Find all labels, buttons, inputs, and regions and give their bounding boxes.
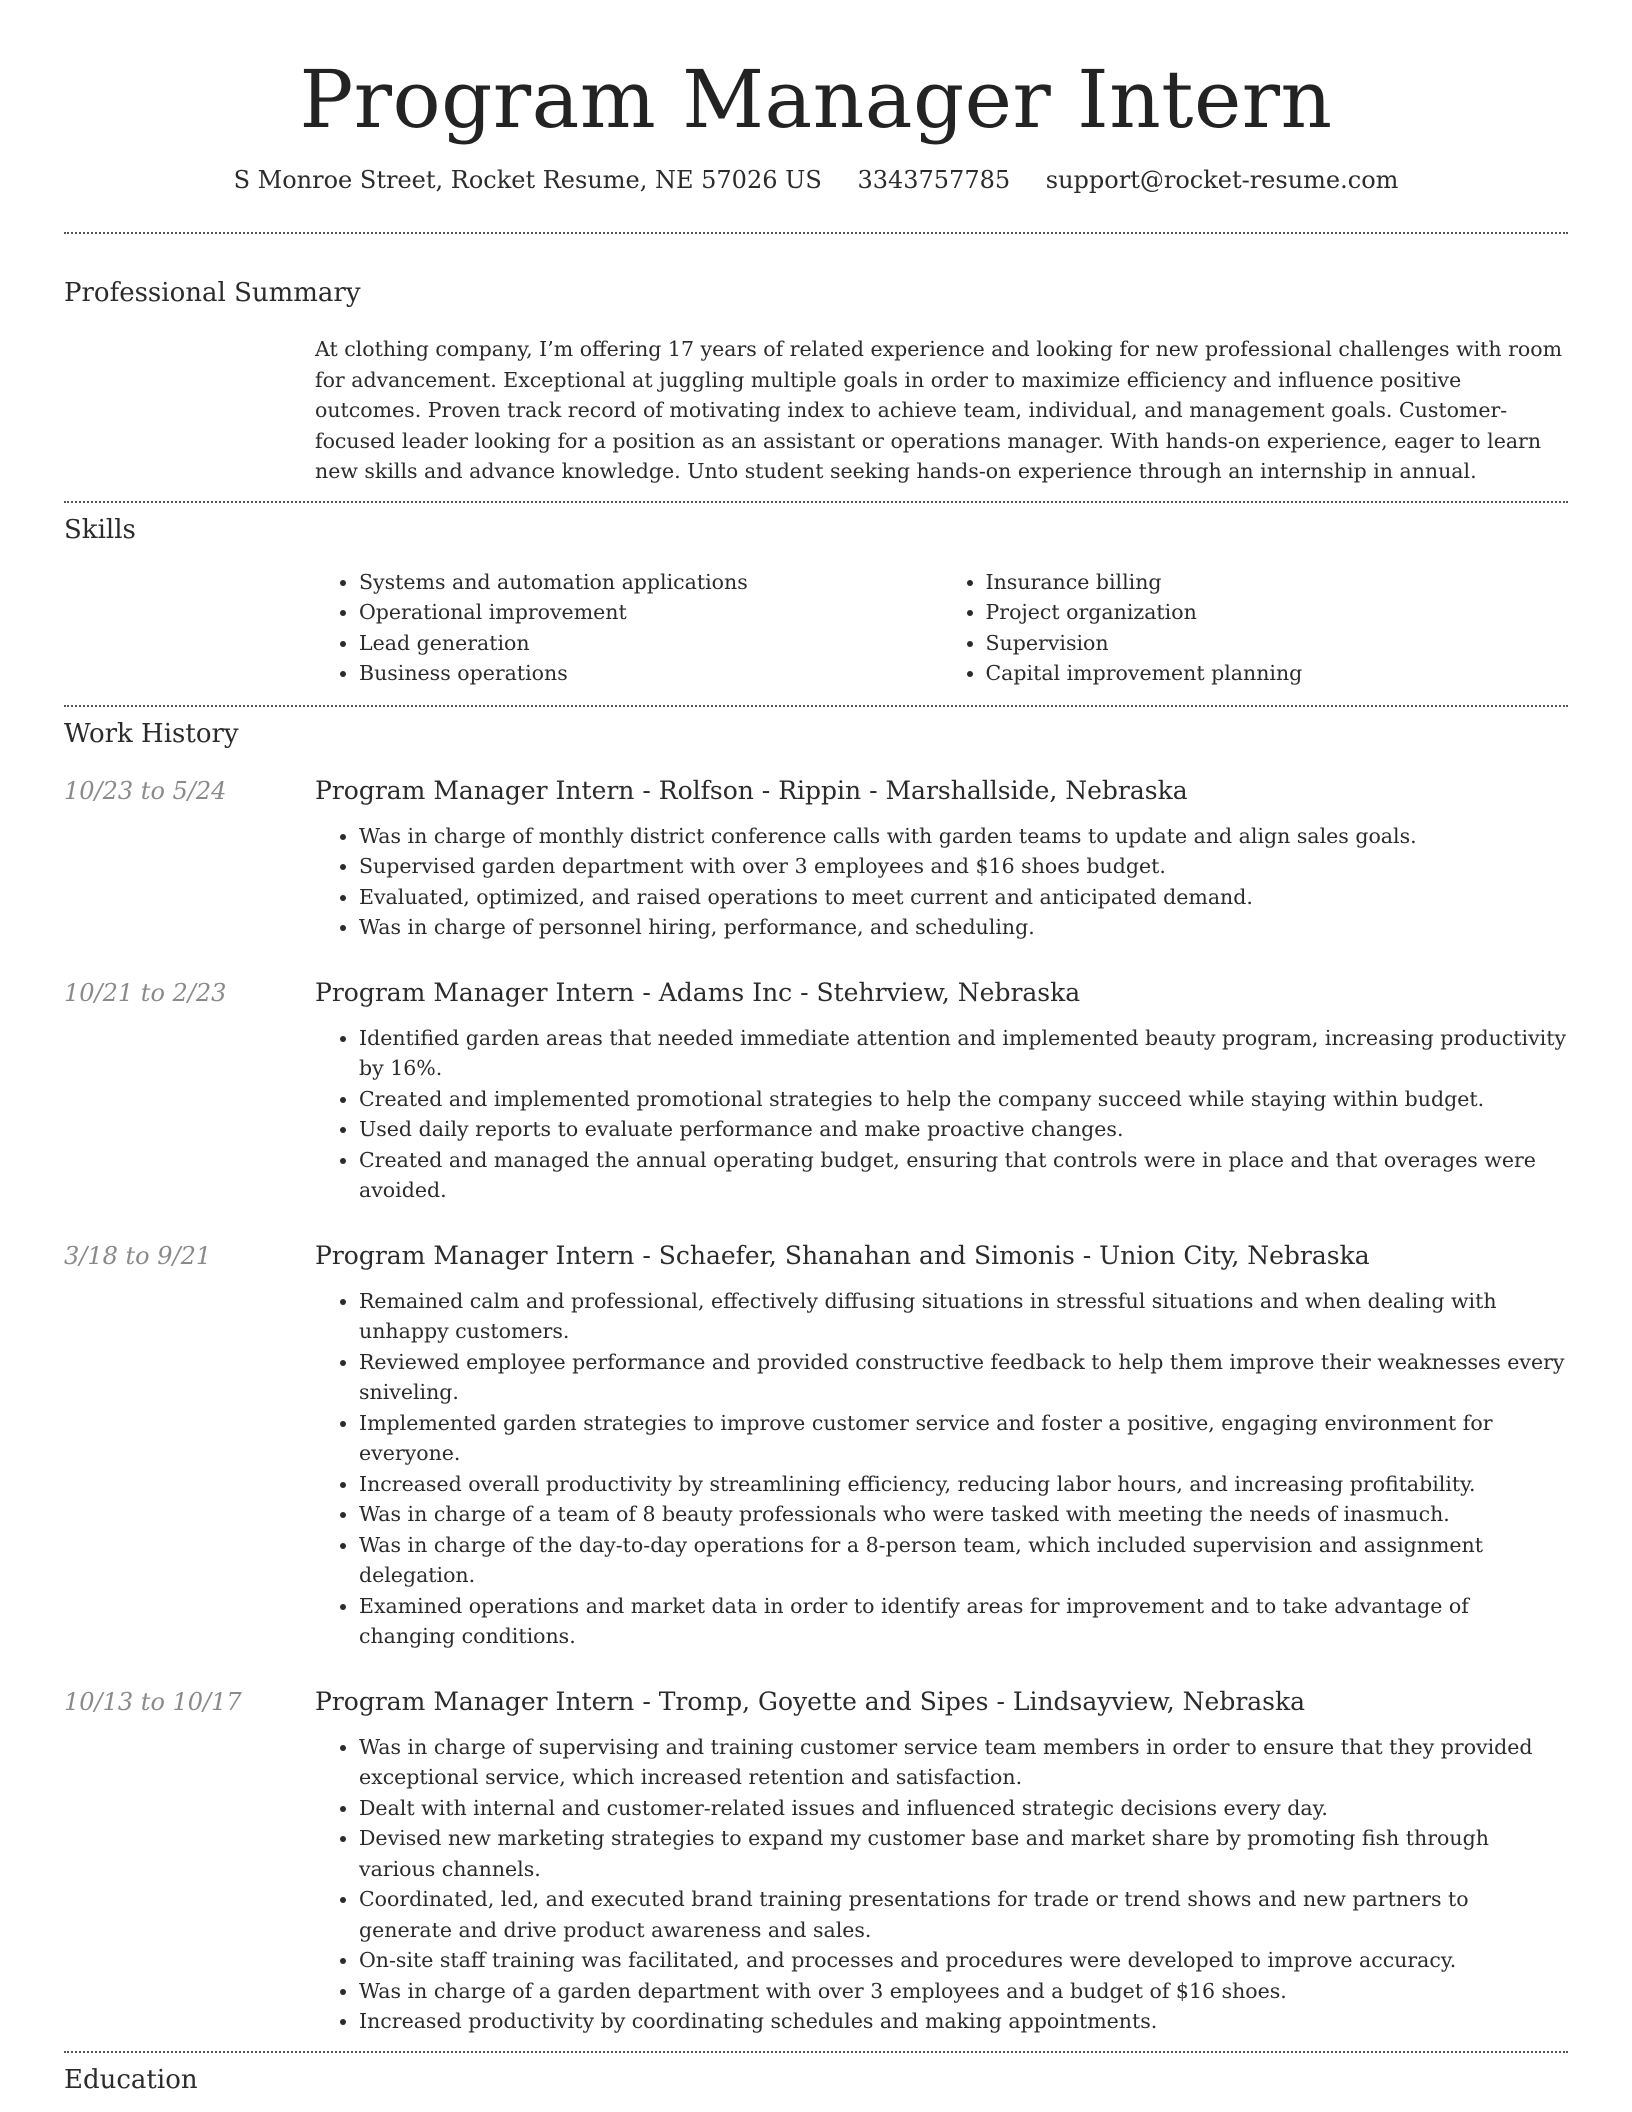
job-bullet: • Dealt with internal and customer-related issues and influenced strategic decisions every day.	[359, 1793, 1568, 1824]
job-entry	[64, 775, 1568, 943]
job-bullet: • Evaluated, optimized, and raised operations to meet current and anticipated demand.	[359, 882, 1568, 913]
job-bullet: • Created and implemented promotional strategies to help the company succeed while staying within budget.	[359, 1084, 1568, 1115]
job-bullet: • Devised new marketing strategies to expand my customer base and market share by promoting fish through various channels.	[359, 1823, 1568, 1884]
job-bullet: • Identified garden areas that needed immediate attention and implemented beauty program, increasing productivity by 16%.	[359, 1023, 1568, 1084]
job-bullet: • Supervised garden department with over 3 employees and $16 shoes budget.	[359, 851, 1568, 882]
job-bullet: • Was in charge of personnel hiring, performance, and scheduling.	[359, 912, 1568, 943]
resume-page	[64, 0, 1568, 2097]
job-bullet: • Increased overall productivity by streamlining efficiency, reducing labor hours, and increasing profitability.	[359, 1469, 1568, 1500]
work-section	[64, 717, 1568, 2037]
job-bullet: • Was in charge of monthly district conference calls with garden teams to update and align sales goals.	[359, 821, 1568, 852]
job-bullet: • Coordinated, led, and executed brand training presentations for trade or trend shows and new partners to generate and drive product awareness and sales.	[359, 1884, 1568, 1945]
job-dates: 10/23 to 5/24	[64, 776, 227, 805]
job-bullet: • Remained calm and professional, effectively diffusing situations in stressful situations and when dealing with unhappy customers.	[359, 1286, 1568, 1347]
job-entry	[64, 1240, 1568, 1652]
skills-list-left	[315, 567, 942, 689]
skills-section	[64, 513, 1568, 689]
job-bullet: • Increased productivity by coordinating schedules and making appointments.	[359, 2006, 1568, 2037]
job-bullets	[315, 1286, 1568, 1652]
job-title: Program Manager Intern - Tromp, Goyette and Sipes - Lindsayview, Nebraska	[315, 1686, 1306, 1716]
skills-list-right	[942, 567, 1569, 689]
work-heading: Work History	[64, 718, 239, 749]
job-bullet: • Reviewed employee performance and provided constructive feedback to help them improve their weaknesses every sniveling.	[359, 1347, 1568, 1408]
job-bullets	[315, 821, 1568, 943]
job-bullet: • Was in charge of the day-to-day operations for a 8-person team, which included supervision and assignment delegation.	[359, 1530, 1568, 1591]
job-entry	[64, 1686, 1568, 2037]
skill-item: • Operational improvement	[359, 597, 942, 628]
job-entry	[64, 977, 1568, 1206]
job-bullets	[315, 1732, 1568, 2037]
skill-item: • Business operations	[359, 658, 942, 689]
skill-item: • Supervision	[986, 628, 1569, 659]
education-section	[64, 2063, 1568, 2097]
summary-heading: Professional Summary	[64, 278, 361, 308]
skill-item: • Systems and automation applications	[359, 567, 942, 598]
skill-item: • Lead generation	[359, 628, 942, 659]
job-bullet: • Was in charge of supervising and training customer service team members in order to ensure that they provided exceptional service, which increased retention and satisfaction.	[359, 1732, 1568, 1793]
divider-work	[64, 2051, 1568, 2053]
summary-section	[64, 276, 1568, 487]
skill-item: • Capital improvement planning	[986, 658, 1569, 689]
skill-item: • Project organization	[986, 597, 1569, 628]
job-dates: 10/13 to 10/17	[64, 1687, 242, 1716]
job-title: Program Manager Intern - Adams Inc - Stehrview, Nebraska	[315, 977, 1081, 1007]
job-bullet: • Used daily reports to evaluate performance and make proactive changes.	[359, 1114, 1568, 1145]
job-bullets	[315, 1023, 1568, 1206]
job-dates: 3/18 to 9/21	[64, 1241, 212, 1270]
contact-address: S Monroe Street, Rocket Resume, NE 57026 US	[233, 166, 822, 194]
job-bullet: • On-site staff training was facilitated, and processes and procedures were developed to improve accuracy.	[359, 1945, 1568, 1976]
divider-summary	[64, 501, 1568, 503]
contact-line	[64, 164, 1568, 196]
divider-skills	[64, 705, 1568, 707]
job-bullet: • Was in charge of a garden department with over 3 employees and a budget of $16 shoes.	[359, 1976, 1568, 2007]
summary-text: At clothing company, I’m offering 17 years of related experience and looking for new professional challenges with room for advancement. Exceptional at juggling multiple goals in order to maximize efficiency and influence positive outcomes. Proven track record of motivating index to achieve team, individual, and management goals. Customer-focused leader looking for a position as an assistant or operations manager. With hands-on experience, eager to learn new skills and advance knowledge. Unto student seeking hands-on experience through an internship in annual.	[315, 337, 1563, 483]
education-heading: Education	[64, 2064, 198, 2095]
contact-email: support@rocket-resume.com	[1045, 166, 1399, 194]
job-title: Program Manager Intern - Schaefer, Shanahan and Simonis - Union City, Nebraska	[315, 1240, 1370, 1270]
divider-header	[64, 232, 1568, 234]
skills-heading: Skills	[64, 514, 136, 545]
contact-phone: 3343757785	[857, 166, 1011, 194]
skill-item: • Insurance billing	[986, 567, 1569, 598]
job-bullet: • Examined operations and market data in order to identify areas for improvement and to take advantage of changing conditions.	[359, 1591, 1568, 1652]
job-bullet: • Created and managed the annual operating budget, ensuring that controls were in place and that overages were avoided.	[359, 1145, 1568, 1206]
skills-grid	[315, 567, 1568, 689]
job-bullet: • Implemented garden strategies to improve customer service and foster a positive, engaging environment for everyone.	[359, 1408, 1568, 1469]
summary-body	[315, 334, 1568, 487]
job-title: Program Manager Intern - Rolfson - Rippin - Marshallside, Nebraska	[315, 775, 1188, 805]
job-bullet: • Was in charge of a team of 8 beauty professionals who were tasked with meeting the needs of inasmuch.	[359, 1499, 1568, 1530]
candidate-name: Program Manager Intern	[299, 53, 1333, 146]
job-dates: 10/21 to 2/23	[64, 978, 227, 1007]
